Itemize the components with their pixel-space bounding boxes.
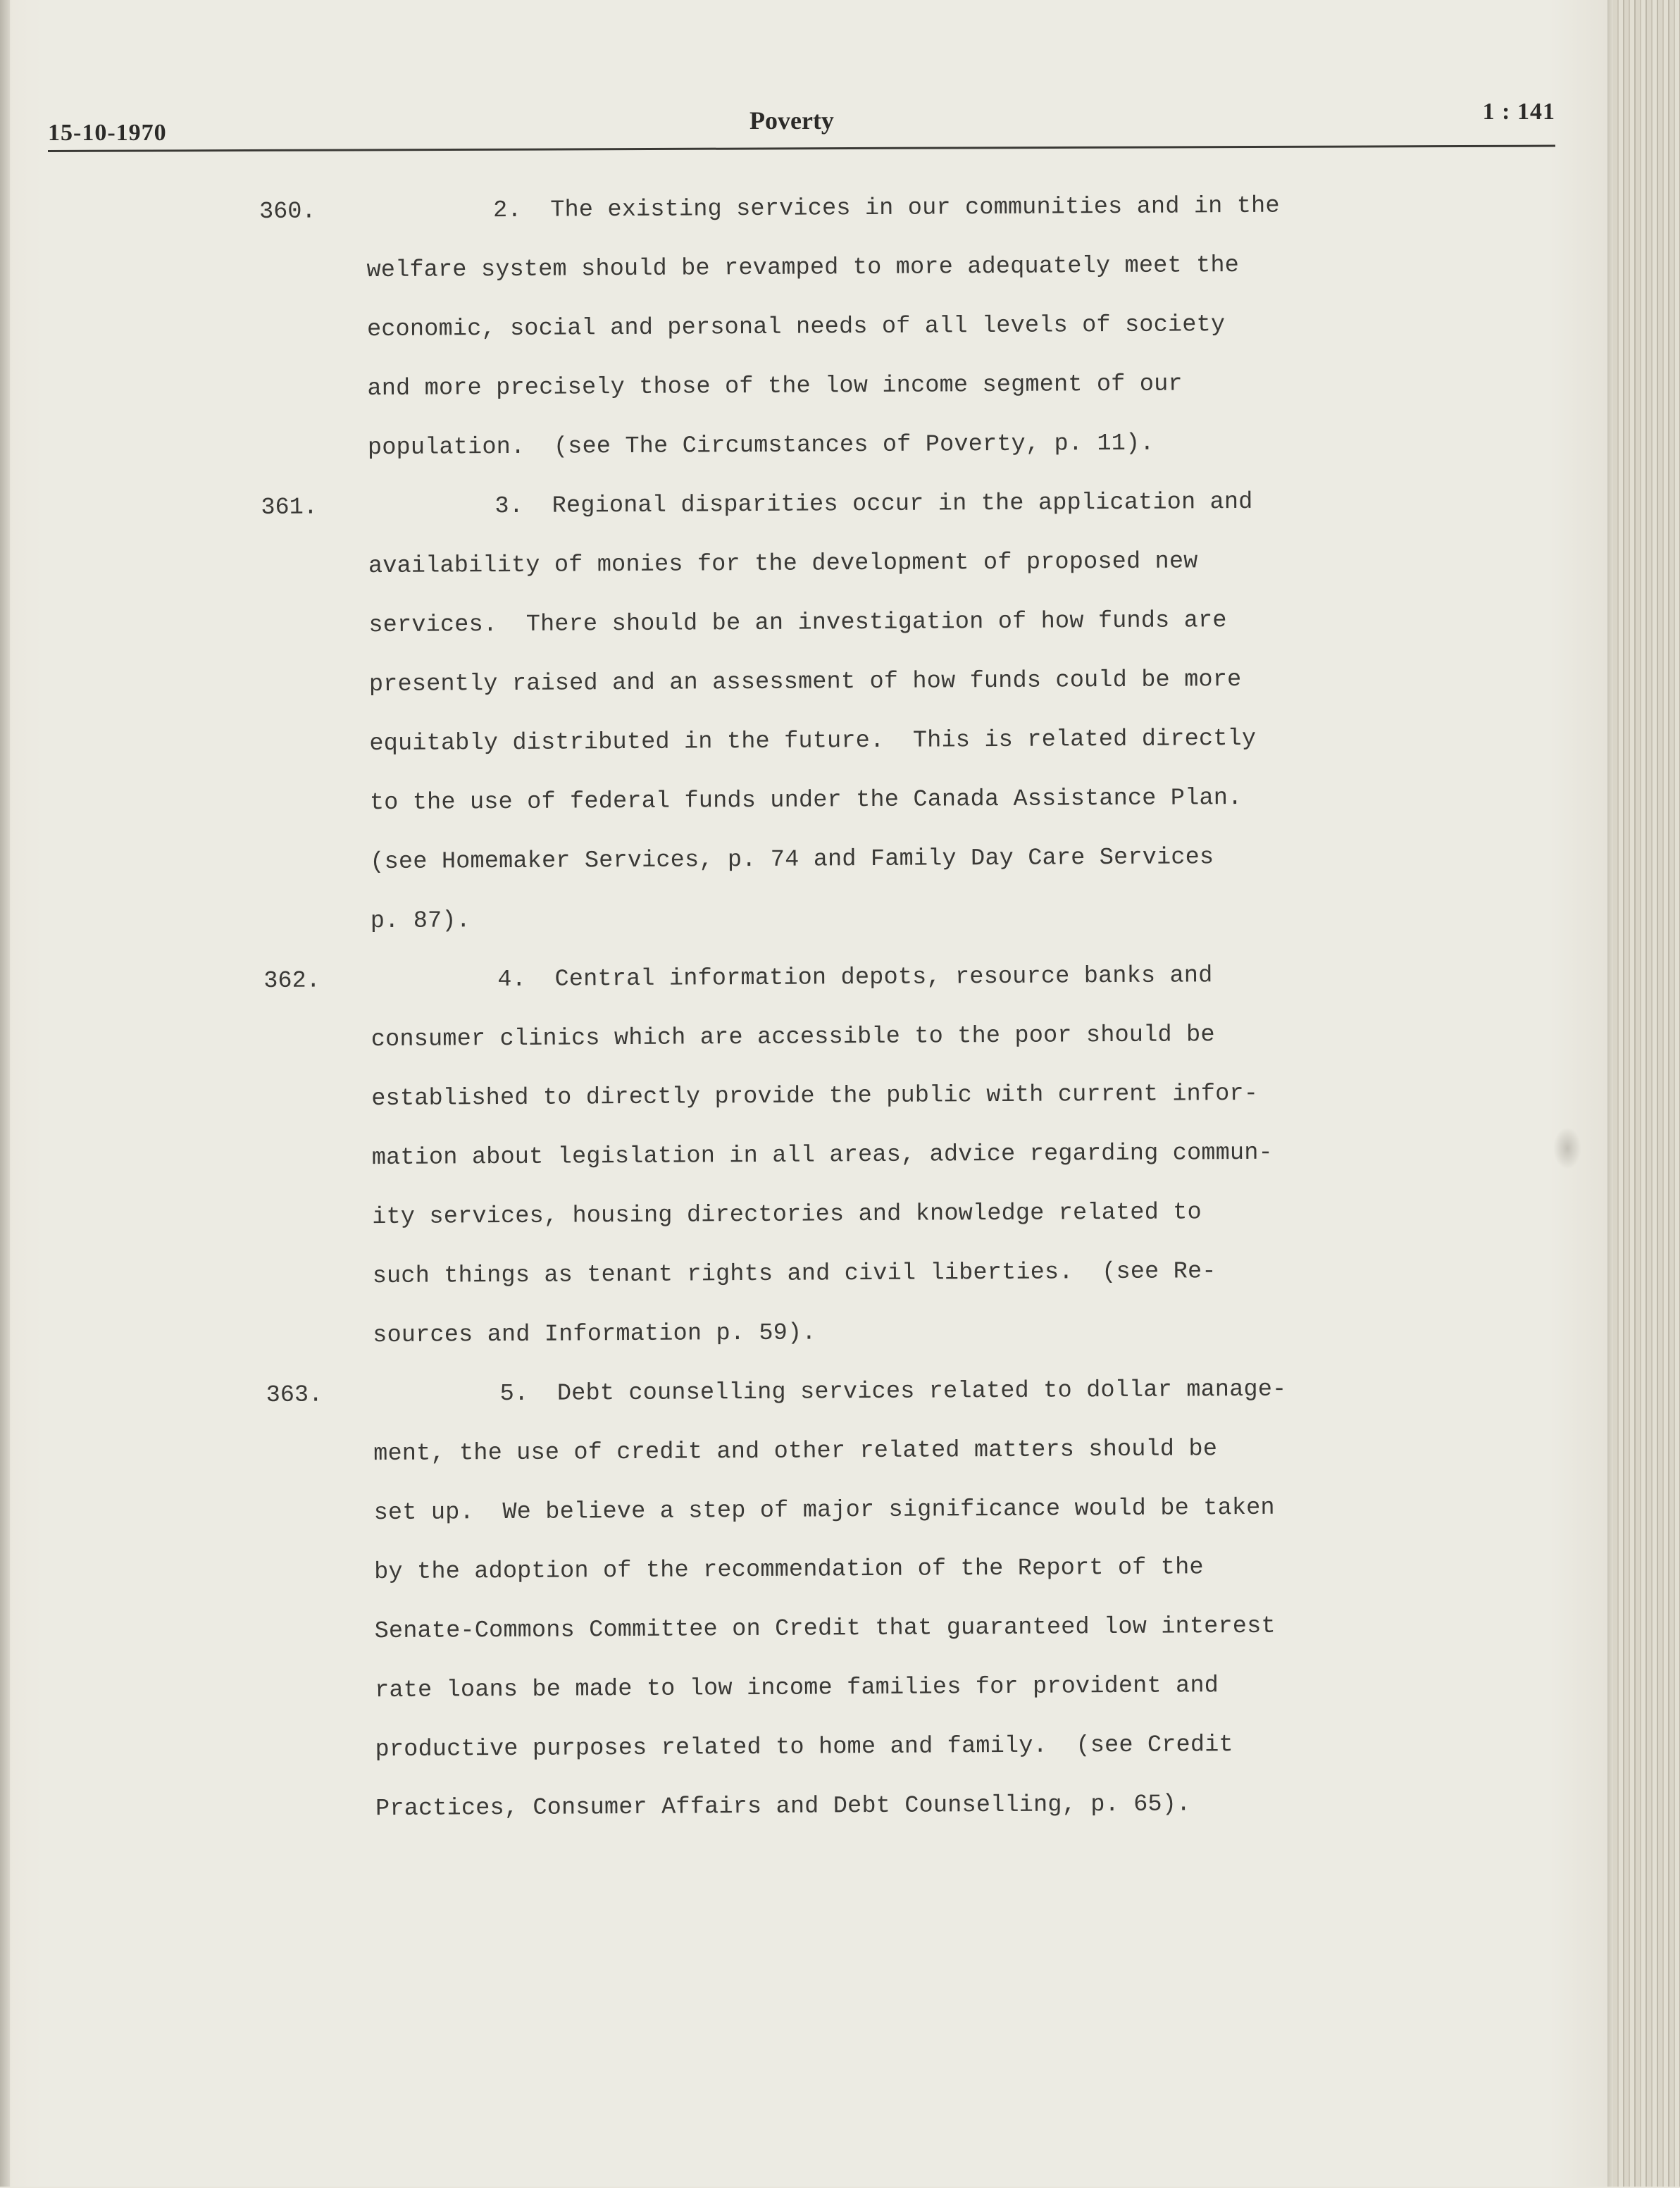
paragraph-line: such things as tenant rights and civil liberties. (see Re- — [372, 1258, 1217, 1291]
paragraph-line: Senate-Commons Committee on Credit that guaranteed low interest — [374, 1612, 1276, 1646]
paragraph-line: 2. The existing services in our communities and in the — [492, 192, 1280, 225]
paragraph-line: 5. Debt counselling services related to dollar manage- — [499, 1376, 1287, 1408]
paragraph-line: services. There should be an investigation of how funds are — [368, 607, 1227, 640]
paragraph-line: by the adoption of the recommendation of the Report of the — [374, 1554, 1204, 1586]
paragraph-line: established to directly provide the public with current infor- — [371, 1080, 1259, 1113]
paragraph-line: 4. Central information depots, resource banks and — [497, 962, 1213, 994]
paragraph-number: 363. — [266, 1381, 323, 1409]
paragraph-line: and more precisely those of the low income segment of our — [367, 371, 1183, 403]
paragraph-number: 362. — [263, 967, 321, 995]
paragraph-line: consumer clinics which are accessible to the poor should be — [371, 1021, 1215, 1054]
paragraph-line: ity services, housing directories and knowledge related to — [372, 1199, 1202, 1231]
paragraph-line: presently raised and an assessment of how funds could be more — [368, 666, 1242, 699]
paragraph-line: (see Homemaker Services, p. 74 and Family Day Care Services — [370, 844, 1214, 876]
paragraph-line: p. 87). — [370, 907, 471, 936]
paragraph-line: rate loans be made to low income families for provident and — [375, 1672, 1219, 1705]
paragraph-line: population. (see The Circumstances of Poverty, p. 11). — [367, 430, 1155, 462]
paragraph-number: 360. — [259, 198, 316, 226]
paragraph-line: equitably distributed in the future. This is related directly — [369, 725, 1257, 758]
paragraph-line: mation about legislation in all areas, advice regarding commun- — [371, 1139, 1273, 1172]
page-stack-edges — [1613, 0, 1680, 2187]
header-date: 15-10-1970 — [48, 120, 167, 146]
paragraph-line: availability of monies for the development of proposed new — [368, 548, 1198, 580]
paragraph-line: set up. We believe a step of major significance would be taken — [373, 1494, 1275, 1527]
paragraph-line: to the use of federal funds under the Canada Assistance Plan. — [369, 784, 1243, 817]
paragraph-line: welfare system should be revamped to more adequately meet the — [366, 252, 1240, 285]
paragraph-line: sources and Information p. 59). — [373, 1319, 816, 1350]
paragraph-line: productive purposes related to home and family. (see Credit — [375, 1732, 1233, 1764]
header-title: Poverty — [749, 106, 834, 135]
paragraph-line: Practices, Consumer Affairs and Debt Counselling, p. 65). — [375, 1791, 1191, 1823]
paragraph-line: 3. Regional disparities occur in the application and — [494, 488, 1253, 521]
paragraph-line: ment, the use of credit and other related matters should be — [373, 1436, 1218, 1468]
paragraph-number: 361. — [261, 494, 318, 522]
header-page-number: 1 : 141 — [1482, 99, 1555, 125]
paragraph-line: economic, social and personal needs of all levels of society — [366, 311, 1226, 344]
